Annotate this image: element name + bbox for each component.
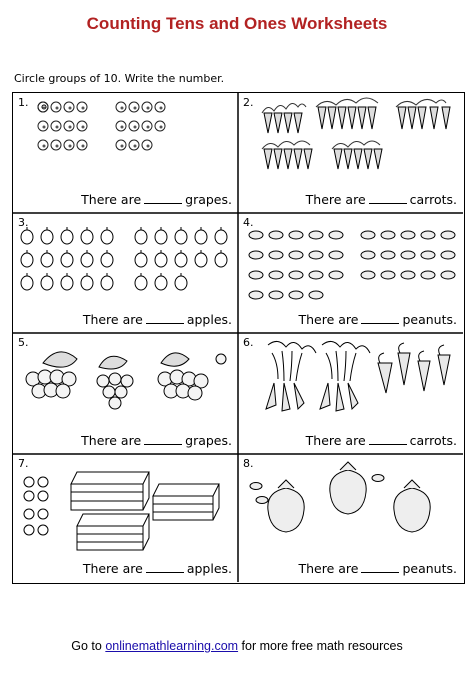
peanuts-icon	[238, 213, 463, 313]
apple-crates-icon	[13, 454, 238, 554]
answer-blank[interactable]	[146, 562, 184, 573]
problem-1	[13, 93, 238, 213]
problem-5	[13, 333, 238, 454]
grape-clusters-icon	[13, 93, 238, 193]
problem-number: 1.	[18, 96, 29, 109]
problem-number: 4.	[243, 216, 254, 229]
answer-sentence: There are carrots.	[305, 192, 457, 207]
problem-number: 6.	[243, 336, 254, 349]
answer-sentence: There are peanuts.	[298, 561, 457, 576]
instructions: Circle groups of 10. Write the number.	[14, 72, 225, 85]
apples-icon	[13, 213, 238, 313]
answer-blank[interactable]	[361, 313, 399, 324]
problem-3	[13, 213, 238, 333]
problem-number: 8.	[243, 457, 254, 470]
answer-sentence: There are peanuts.	[298, 312, 457, 327]
problem-7	[13, 454, 238, 582]
answer-blank[interactable]	[144, 193, 182, 204]
footer: Go to onlinemathlearning.com for more free math resources	[71, 639, 403, 653]
problem-number: 3.	[18, 216, 29, 229]
problem-number: 2.	[243, 96, 254, 109]
answer-blank[interactable]	[146, 313, 184, 324]
answer-sentence: There are grapes.	[81, 192, 232, 207]
carrot-bundles-icon	[238, 333, 463, 433]
worksheet-title: Counting Tens and Ones Worksheets	[86, 14, 388, 33]
answer-blank[interactable]	[369, 193, 407, 204]
problem-6	[238, 333, 463, 454]
answer-sentence: There are carrots.	[305, 433, 457, 448]
worksheet-grid	[12, 92, 465, 584]
answer-sentence: There are apples.	[82, 561, 232, 576]
grape-bunches-icon	[13, 333, 238, 433]
problem-2	[238, 93, 463, 213]
answer-sentence: There are grapes.	[81, 433, 232, 448]
answer-sentence: There are apples.	[82, 312, 232, 327]
answer-blank[interactable]	[144, 434, 182, 445]
footer-link[interactable]: onlinemathlearning.com	[105, 639, 239, 653]
peanut-bags-icon	[238, 454, 463, 554]
problem-4	[238, 213, 463, 333]
answer-blank[interactable]	[361, 562, 399, 573]
problem-number: 7.	[18, 457, 29, 470]
problem-number: 5.	[18, 336, 29, 349]
problem-8	[238, 454, 463, 582]
answer-blank[interactable]	[369, 434, 407, 445]
carrot-bunches-icon	[238, 93, 463, 193]
